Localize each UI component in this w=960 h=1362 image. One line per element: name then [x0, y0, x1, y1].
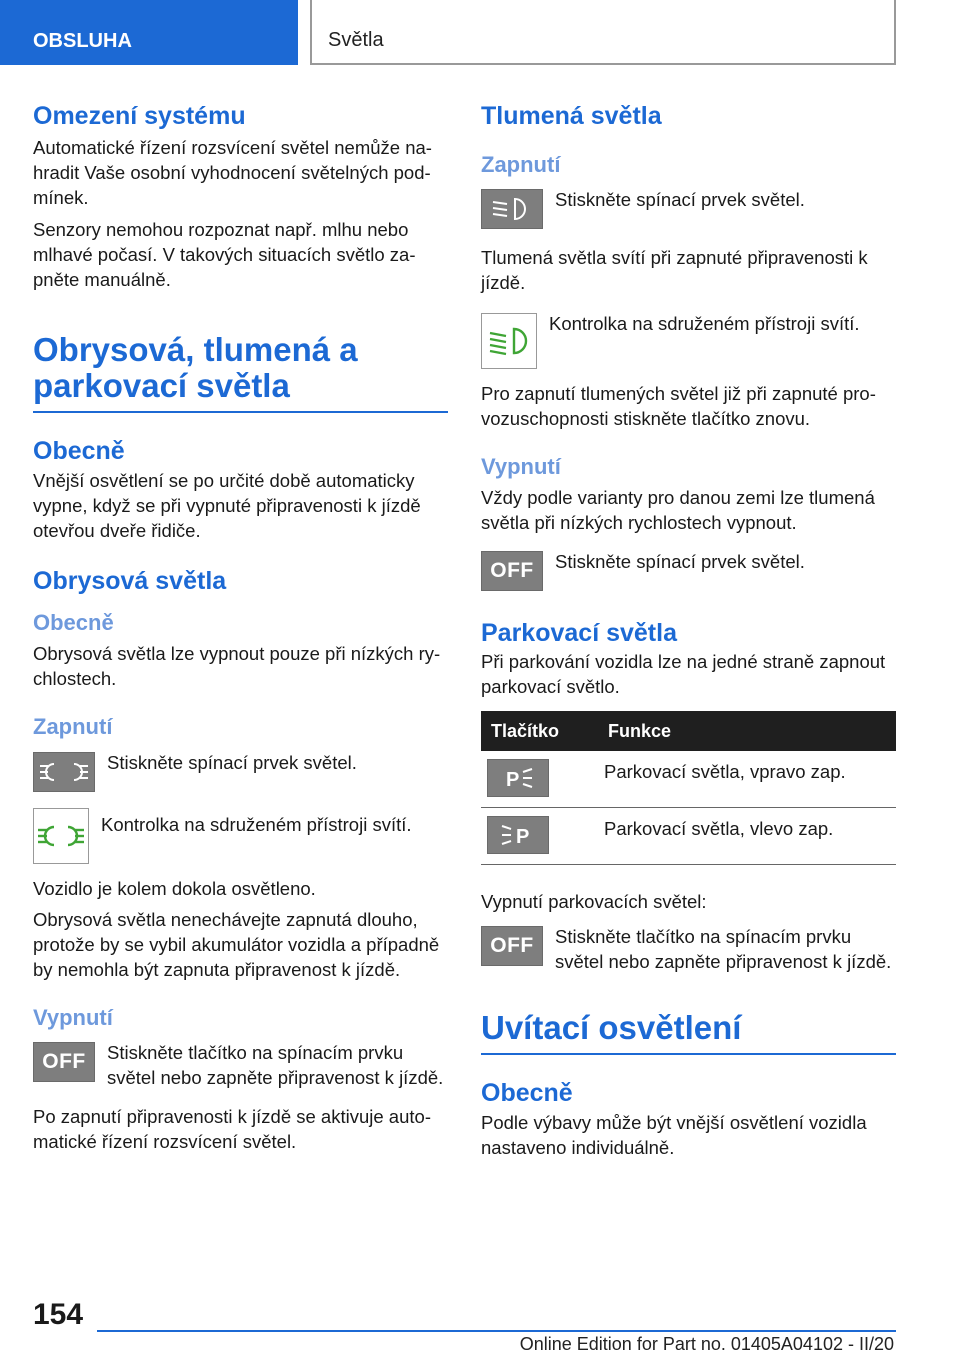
obrysova-zapnuti-text-3: Vozidlo je kolem dokola osvětleno. — [33, 877, 316, 899]
omezeni-text-1: Automatické řízení rozsvícení světel nemůže nahradit Vaše osobní vyhodnocení světelných podmínek. — [33, 136, 432, 208]
obrysova-zapnuti-text-1: Stiskněte spínací prvek světel. — [107, 751, 357, 773]
off-button-icon — [481, 551, 543, 591]
table-header-function: Funkce — [598, 711, 896, 751]
table-row-1-function: Parkovací světla, vpravo zap. — [598, 751, 896, 808]
table-row — [481, 751, 896, 808]
chapter-title: Obrysová, tlumená a parkovací světla — [33, 332, 448, 414]
obrysova-heading: Obrysová světla — [33, 566, 227, 595]
off-button-icon — [33, 1042, 95, 1082]
tlumena-zapnuti-text-4: Pro zapnutí tlumených světel již při zapnuté provozuschopnosti stiskněte tlačítko znovu. — [481, 383, 876, 430]
off-label: OFF — [490, 934, 534, 958]
obecne-text: Vnější osvětlení se po určité době automaticky vypne, když se při vypnuté připravenosti k jízdě otevřou dveře řidiče. — [33, 469, 421, 541]
low-beam-indicator-icon — [481, 313, 537, 369]
page-number: 154 — [33, 1298, 84, 1331]
off-label: OFF — [42, 1050, 86, 1074]
low-beam-switch-icon — [481, 189, 543, 229]
park-letter: P — [516, 826, 530, 849]
tlumena-heading: Tlumená světla — [481, 102, 662, 130]
omezeni-text-2: Senzory nemohou rozpoznat např. mlhu nebo mlhavé počasí. V takových situacích světlo zapněte manuálně. — [33, 218, 416, 290]
tlumena-vypnuti-text-1: Vždy podle varianty pro danou zemi lze tlumená světla při nízkých rychlostech vypnout. — [481, 486, 875, 533]
table-header-button: Tlačítko — [481, 711, 598, 751]
tlumena-zapnuti-heading: Zapnutí — [481, 151, 561, 177]
parkovaci-text-1: Při parkování vozidla lze na jedné straně zapnout parkovací světlo. — [481, 651, 886, 698]
table-header-row — [481, 711, 896, 751]
right-column — [481, 100, 896, 1160]
parking-lights-indicator-icon — [33, 808, 89, 864]
tlumena-zapnuti-text-1: Stiskněte spínací prvek světel. — [555, 189, 805, 211]
parkovaci-heading: Parkovací světla — [481, 618, 677, 647]
parking-lights-switch-icon — [33, 752, 95, 792]
table-row-2-function: Parkovací světla, vlevo zap. — [598, 808, 896, 865]
off-label: OFF — [490, 558, 534, 582]
obrysova-zapnuti-text-2: Kontrolka na sdruženém přístroji svítí. — [101, 813, 412, 835]
parking-left-icon — [487, 816, 549, 854]
tlumena-vypnuti-heading: Vypnutí — [481, 454, 561, 480]
obrysova-vypnuti-text-1: Stiskněte tlačítko na spínacím prvku světel nebo zapněte připravenost k jízdě. — [107, 1042, 444, 1089]
parkovaci-off-text: Stiskněte tlačítko na spínacím prvku světel nebo zapněte připravenost k jízdě. — [555, 926, 892, 973]
footer-divider — [97, 1330, 896, 1332]
tlumena-zapnuti-text-3: Kontrolka na sdruženém přístroji svítí. — [549, 313, 860, 335]
chapter-header: Světla — [310, 0, 896, 65]
uvitaci-obecne-text: Podle výbavy může být vnější osvětlení vozidla nastaveno individuálně. — [481, 1111, 867, 1158]
tlumena-zapnuti-text-2: Tlumená světla svítí při zapnuté připravenosti k jízdě. — [481, 247, 868, 294]
section-tab: OBSLUHA — [0, 0, 298, 65]
park-letter: P — [506, 769, 520, 792]
obrysova-zapnuti-text-4: Obrysová světla nenechávejte zapnutá dlouho, protože by se vybil akumulátor vozidla a případně by nemohla být zapnuta připravenost k jízdě. — [33, 908, 440, 980]
off-button-icon — [481, 926, 543, 966]
uvitaci-chapter-title: Uvítací osvětlení — [481, 1010, 896, 1055]
omezeni-heading: Omezení systému — [33, 102, 246, 130]
obrysova-zapnuti-heading: Zapnutí — [33, 714, 113, 739]
obrysova-vypnuti-text-2: Po zapnutí připravenosti k jízdě se aktivuje automatické řízení rozsvícení světel. — [33, 1106, 431, 1153]
parkovaci-off-label: Vypnutí parkovacích světel: — [481, 891, 707, 913]
table-row — [481, 808, 896, 865]
uvitaci-obecne-heading: Obecně — [481, 1079, 573, 1108]
tlumena-vypnuti-text-2: Stiskněte spínací prvek světel. — [555, 550, 805, 572]
left-column — [33, 100, 448, 1154]
obrysova-obecne-heading: Obecně — [33, 610, 114, 636]
obrysova-vypnuti-heading: Vypnutí — [33, 1004, 113, 1030]
parking-right-icon — [487, 759, 549, 797]
obecne-heading: Obecně — [33, 437, 125, 466]
footer-edition: Online Edition for Part no. 01405A04102 - II/20 — [519, 1334, 894, 1354]
parking-lights-table — [481, 711, 896, 865]
obrysova-obecne-text: Obrysová světla lze vypnout pouze při nízkých rychlostech. — [33, 643, 441, 689]
